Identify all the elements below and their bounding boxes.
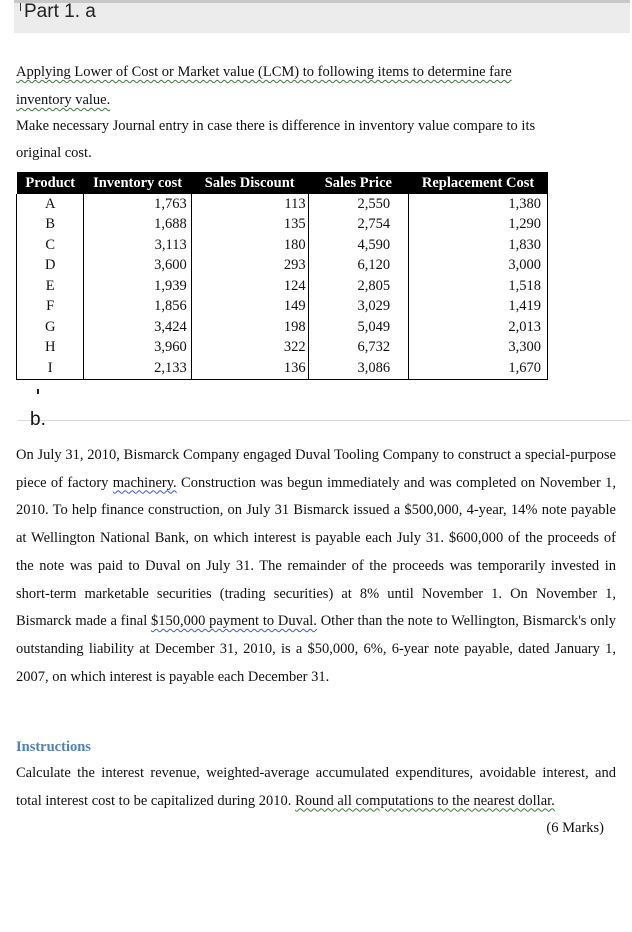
table-row bbox=[17, 358, 548, 379]
inventory-cost-cell: 1,688 bbox=[84, 215, 191, 236]
header-inventory-cost: Inventory cost bbox=[84, 172, 191, 194]
sales-price-cell: 4,590 bbox=[308, 235, 408, 256]
section-divider bbox=[18, 420, 630, 421]
part-a-line-4: original cost. bbox=[16, 145, 92, 161]
inventory-cost-cell: 3,424 bbox=[84, 317, 191, 338]
header-sales-discount: Sales Discount bbox=[191, 172, 308, 194]
product-cell: F bbox=[17, 297, 84, 318]
sales-discount-cell: 322 bbox=[191, 338, 308, 359]
inventory-cost-cell: 3,600 bbox=[84, 256, 191, 277]
part-a-line-1: Applying Lower of Cost or Market value (LCM) to following items to determine fare bbox=[16, 64, 512, 80]
replacement-cost-cell: 1,419 bbox=[409, 297, 548, 318]
sales-price-cell: 6,732 bbox=[308, 338, 408, 359]
replacement-cost-cell: 3,300 bbox=[409, 338, 548, 359]
header-product: Product bbox=[17, 172, 84, 194]
replacement-cost-cell: 3,000 bbox=[409, 256, 548, 277]
table-row bbox=[17, 235, 548, 256]
replacement-cost-cell: 1,830 bbox=[409, 235, 548, 256]
table-row bbox=[17, 256, 548, 277]
instructions-paragraph: Calculate the interest revenue, weighted-average accumulated expenditures, avoidable interest, and total interest cost to be capitalized during 2010. Round all computations to the nearest dollar. bbox=[16, 765, 616, 809]
replacement-cost-cell: 1,518 bbox=[409, 276, 548, 297]
replacement-cost-cell: 1,290 bbox=[409, 215, 548, 236]
part-b-label: b. bbox=[30, 409, 46, 430]
product-cell: C bbox=[17, 235, 84, 256]
replacement-cost-cell: 2,013 bbox=[409, 317, 548, 338]
stray-mark bbox=[37, 389, 39, 394]
sales-discount-cell: 113 bbox=[191, 194, 308, 215]
rounding-note: Round all computations to the nearest dollar. bbox=[295, 792, 555, 809]
header-replacement-cost: Replacement Cost bbox=[409, 172, 548, 194]
part-title: Part 1. a bbox=[24, 1, 96, 22]
part-a-line-3: Make necessary Journal entry in case there is difference in inventory value compare to its bbox=[16, 118, 536, 134]
inventory-cost-cell: 1,763 bbox=[84, 194, 191, 215]
sales-discount-cell: 149 bbox=[191, 297, 308, 318]
product-cell: D bbox=[17, 256, 84, 277]
final-payment-text: $150,000 payment to Duval. bbox=[151, 613, 317, 630]
table-row bbox=[17, 317, 548, 338]
table-row bbox=[17, 194, 548, 215]
product-cell: I bbox=[17, 358, 84, 379]
sales-price-cell: 2,754 bbox=[308, 215, 408, 236]
inventory-cost-cell: 3,113 bbox=[84, 235, 191, 256]
table-row bbox=[17, 276, 548, 297]
inventory-table bbox=[16, 172, 548, 380]
product-cell: E bbox=[17, 276, 84, 297]
sales-price-cell: 6,120 bbox=[308, 256, 408, 277]
header-sales-price: Sales Price bbox=[308, 172, 408, 194]
marks-label: (6 Marks) bbox=[546, 820, 604, 836]
inventory-cost-cell: 2,133 bbox=[84, 358, 191, 379]
sales-price-cell: 3,029 bbox=[308, 297, 408, 318]
sales-discount-cell: 198 bbox=[191, 317, 308, 338]
inventory-cost-cell: 3,960 bbox=[84, 338, 191, 359]
product-cell: A bbox=[17, 194, 84, 215]
inventory-cost-cell: 1,856 bbox=[84, 297, 191, 318]
sales-price-cell: 2,805 bbox=[308, 276, 408, 297]
header-cursor-mark bbox=[20, 3, 21, 11]
product-cell: B bbox=[17, 215, 84, 236]
sales-price-cell: 5,049 bbox=[308, 317, 408, 338]
sales-discount-cell: 293 bbox=[191, 256, 308, 277]
sales-discount-cell: 180 bbox=[191, 235, 308, 256]
table-row bbox=[17, 297, 548, 318]
part-a-line-2: inventory value. bbox=[16, 92, 111, 108]
sales-discount-cell: 136 bbox=[191, 358, 308, 379]
table-header-row bbox=[17, 172, 548, 194]
product-cell: G bbox=[17, 317, 84, 338]
sales-price-cell: 2,550 bbox=[308, 194, 408, 215]
inventory-cost-cell: 1,939 bbox=[84, 276, 191, 297]
instructions-heading: Instructions bbox=[16, 739, 91, 755]
product-cell: H bbox=[17, 338, 84, 359]
sales-discount-cell: 124 bbox=[191, 276, 308, 297]
replacement-cost-cell: 1,670 bbox=[409, 358, 548, 379]
replacement-cost-cell: 1,380 bbox=[409, 194, 548, 215]
machinery-text: machinery. bbox=[112, 474, 177, 491]
sales-discount-cell: 135 bbox=[191, 215, 308, 236]
part-b-paragraph: On July 31, 2010, Bismarck Company engaged Duval Tooling Company to construct a special-purpose piece of factory machinery. Construction was begun immediately and was completed on November 1, 2010. To help finance construction, on July 31 Bismarck issued a $500,000, 4-year, 14% note payable at Wellington National Bank, on which interest is payable each July 31. $600,000 of the proceeds of the note was paid to Duval on July 31. The remainder of the proceeds was temporarily invested in short-term marketable securities (trading securities) at 8% until November 1. On November 1, Bismarck made a final $150,000 payment to Duval. Other than the note to Wellington, Bismarck's only outstanding liability at December 31, 2010, is a $50,000, 6%, 6-year note payable, dated January 1, 2007, on which interest is payable each December 31. bbox=[16, 447, 616, 685]
sales-price-cell: 3,086 bbox=[308, 358, 408, 379]
table-row bbox=[17, 338, 548, 359]
table-row bbox=[17, 215, 548, 236]
top-header-strip bbox=[14, 0, 630, 33]
